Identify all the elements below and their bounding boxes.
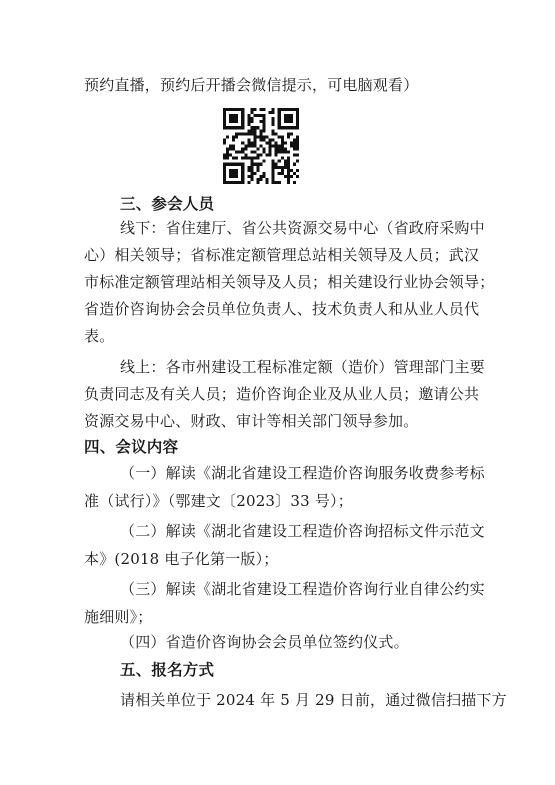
paragraph-line: 表。 — [84, 327, 115, 345]
paragraph-line: 线上：各市州建设工程标准定额（造价）管理部门主要 — [120, 358, 485, 376]
section3-heading: 三、参会人员 — [120, 195, 215, 213]
section4-heading: 四、会议内容 — [84, 438, 179, 456]
list-item: 准（试行）》（鄂建文〔2023〕33 号）； — [84, 492, 353, 510]
list-item: 施细则》； — [84, 608, 153, 626]
paragraph-line: 市标准定额管理站相关领导及人员；相关建设行业协会领导； — [84, 273, 495, 291]
paragraph-line: 负责同志及有关人员；造价咨询企业及从业人员；邀请公共 — [84, 385, 480, 403]
list-item: （四）省造价咨询协会会员单位签约仪式。 — [120, 633, 409, 651]
intro-text: 预约直播，预约后开播会微信提示，可电脑观看） — [84, 76, 419, 94]
paragraph-line: 资源交易中心、财政、审计等相关部门领导参加。 — [84, 412, 419, 430]
list-item: （三）解读《湖北省建设工程造价咨询行业自律公约实 — [120, 580, 485, 598]
list-item: （二）解读《湖北省建设工程造价咨询招标文件示范文 — [120, 522, 485, 540]
paragraph-line: 请相关单位于 2024 年 5 月 29 日前，通过微信扫描下方 — [120, 691, 507, 709]
section5-heading: 五、报名方式 — [120, 661, 215, 679]
list-item: 本》(2018 电子化第一版）； — [84, 550, 279, 568]
paragraph-line: 省造价咨询协会会员单位负责人、技术负责人和从业人员代 — [84, 300, 480, 318]
qr-code-icon — [223, 108, 299, 184]
list-item: （一）解读《湖北省建设工程造价咨询服务收费参考标 — [120, 464, 485, 482]
paragraph-line: 线下：省住建厅、省公共资源交易中心（省政府采购中 — [120, 219, 485, 237]
paragraph-line: 心）相关领导；省标准定额管理总站相关领导及人员；武汉 — [84, 246, 480, 264]
